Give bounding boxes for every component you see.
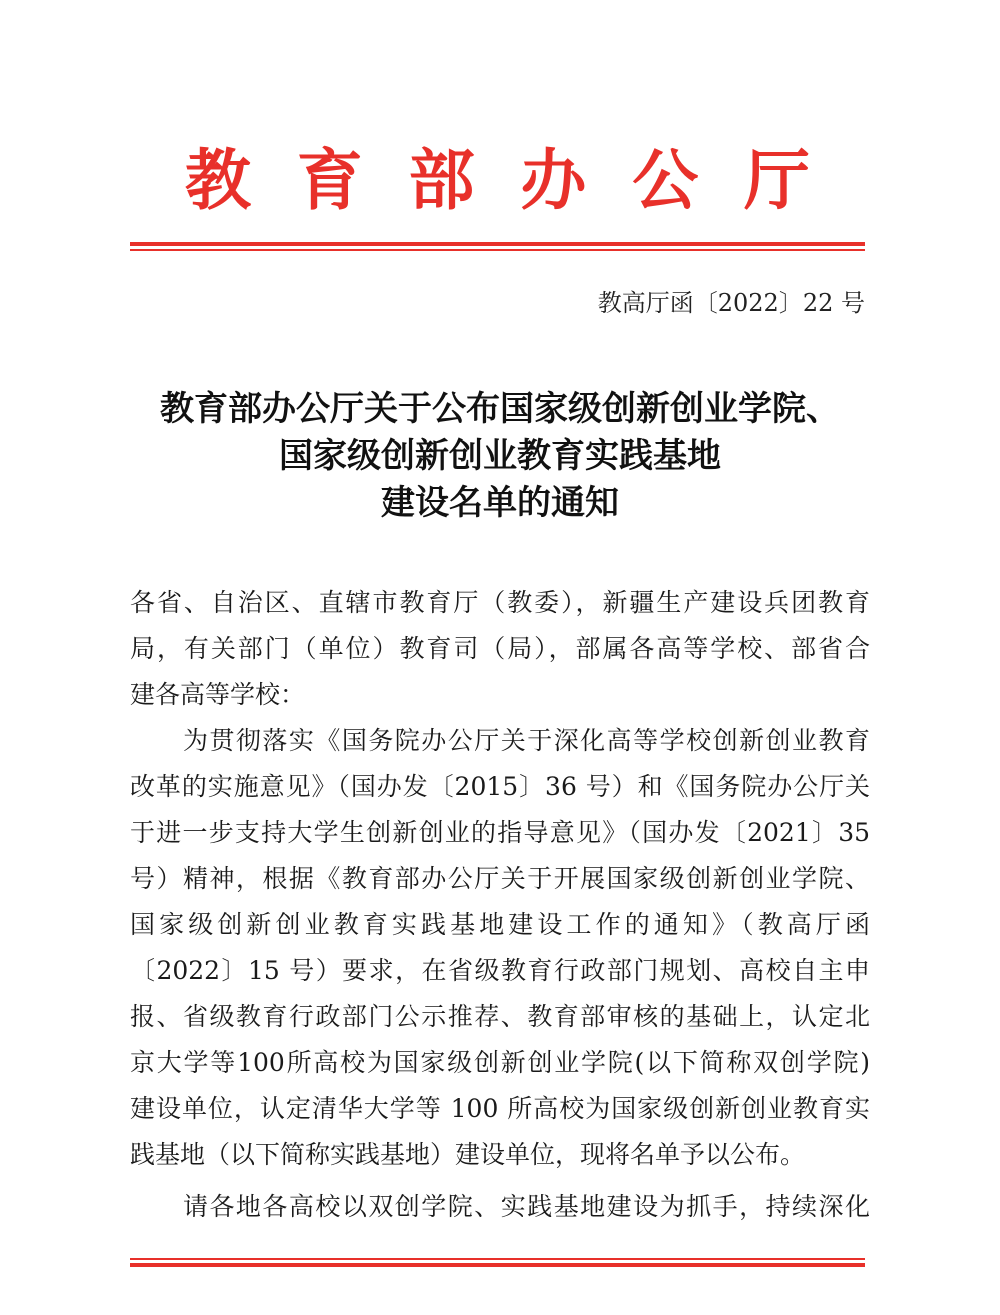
paragraph-line: 报、省级教育行政部门公示推荐、教育部审核的基础上，认定北 xyxy=(130,1002,870,1031)
document-number: 教高厅函〔2022〕22 号 xyxy=(597,289,865,317)
addressee-line: 建各高等学校： xyxy=(130,680,306,709)
issuer-char: 部 xyxy=(408,141,475,219)
issuer-char: 公 xyxy=(632,141,699,219)
issuer-char: 厅 xyxy=(743,141,810,219)
footer-divider-thick xyxy=(130,1263,865,1267)
addressee-line: 局，有关部门（单位）教育司（局），部属各高等学校、部省合 xyxy=(130,634,870,663)
title-line: 教育部办公厅关于公布国家级创新创业学院、 xyxy=(160,389,840,429)
issuer-header xyxy=(130,140,865,220)
paragraph-line: 为贯彻落实《国务院办公厅关于深化高等学校创新创业教育 xyxy=(130,726,870,755)
paragraph-line: 〔2022〕15 号）要求，在省级教育行政部门规划、高校自主申 xyxy=(130,956,870,985)
paragraph-line: 于进一步支持大学生创新创业的指导意见》（国办发〔2021〕35 xyxy=(130,818,870,847)
paragraph-line: 国家级创新创业教育实践基地建设工作的通知》（教高厅函 xyxy=(130,910,870,939)
issuer-char: 教 xyxy=(185,141,251,219)
footer-divider-thin xyxy=(130,1258,865,1260)
paragraph-line: 号）精神，根据《教育部办公厅关于开展国家级创新创业学院、 xyxy=(130,864,870,893)
title-line: 建设名单的通知 xyxy=(381,483,619,523)
paragraph-line: 改革的实施意见》（国办发〔2015〕36 号）和《国务院办公厅关 xyxy=(130,772,870,801)
document-title xyxy=(100,386,900,527)
issuer-char: 育 xyxy=(296,141,363,219)
addressee-line: 各省、自治区、直辖市教育厅（教委），新疆生产建设兵团教育 xyxy=(130,588,870,617)
issuer-char: 办 xyxy=(520,141,587,219)
title-line: 国家级创新创业教育实践基地 xyxy=(279,436,721,476)
header-divider-thin xyxy=(130,249,865,251)
paragraph-line: 请各地各高校以双创学院、实践基地建设为抓手，持续深化 xyxy=(130,1192,870,1221)
paragraph-line: 京大学等100所高校为国家级创新创业学院(以下简称双创学院) xyxy=(130,1048,870,1077)
paragraph-line: 践基地（以下简称实践基地）建设单位，现将名单予以公布。 xyxy=(130,1140,806,1169)
document-body xyxy=(130,580,870,1230)
header-divider-thick xyxy=(130,242,865,246)
paragraph-line: 建设单位，认定清华大学等 100 所高校为国家级创新创业教育实 xyxy=(130,1094,870,1123)
